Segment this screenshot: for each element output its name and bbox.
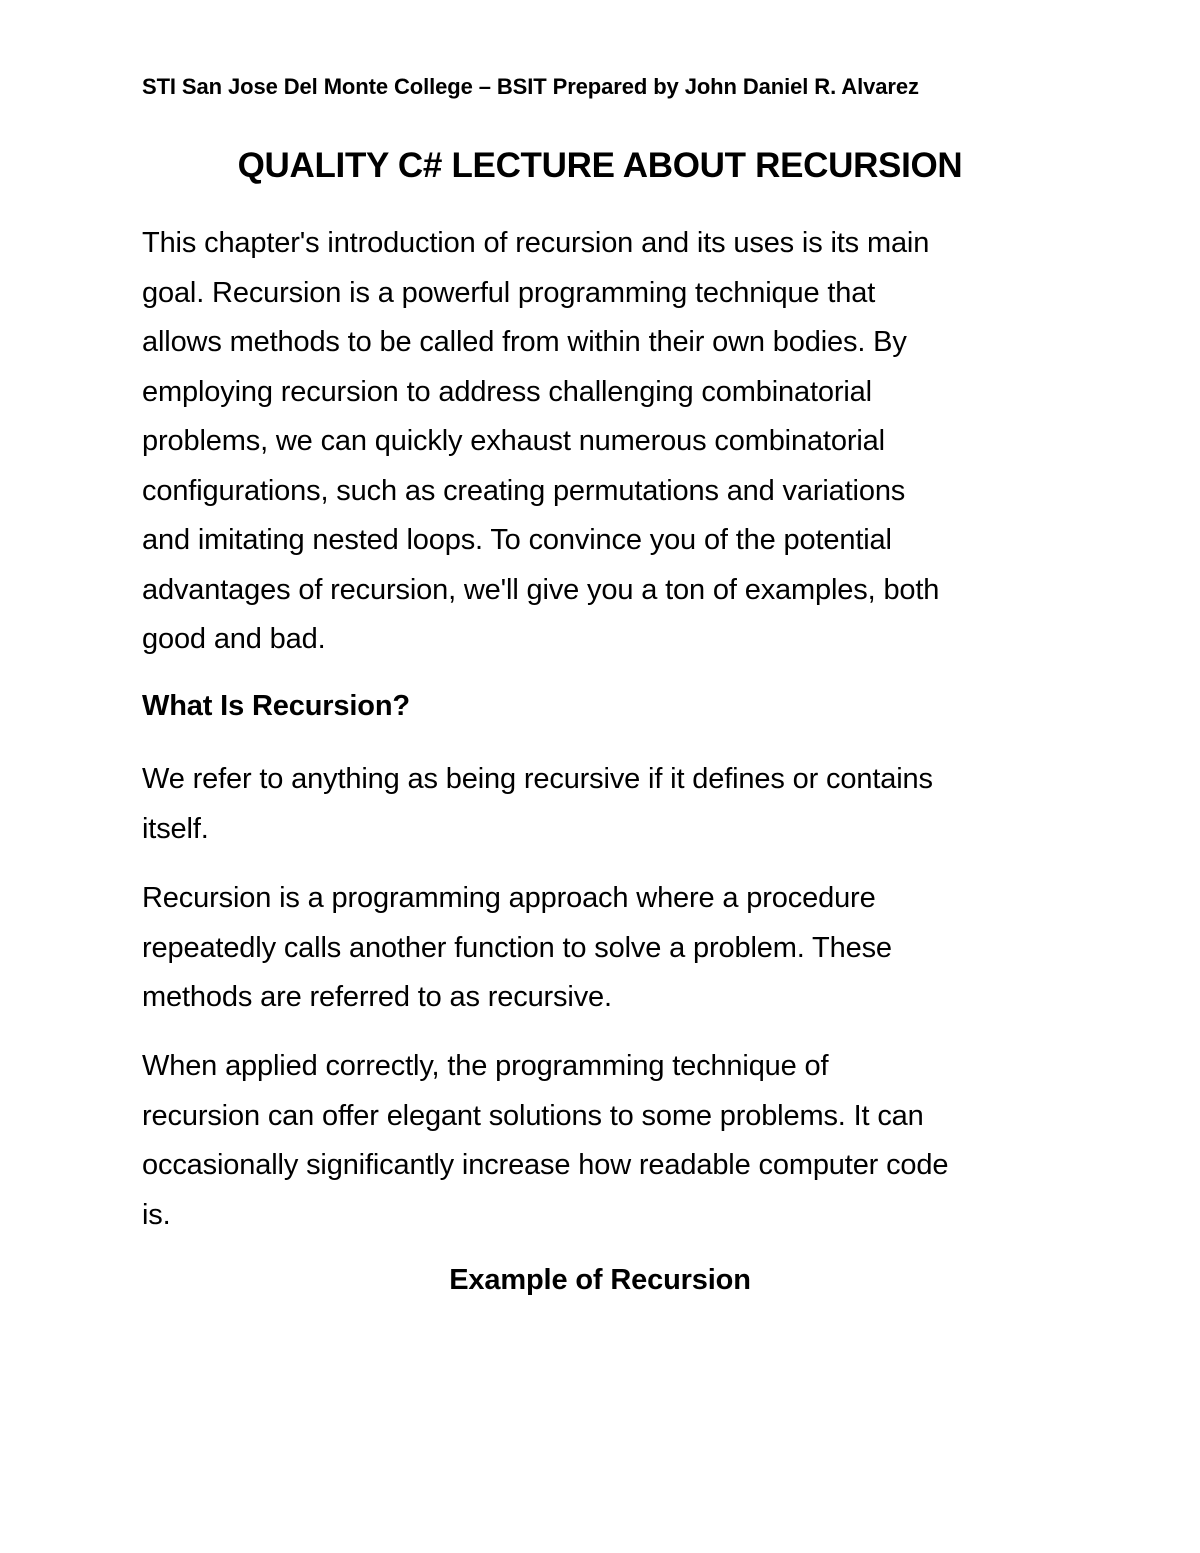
approach-paragraph <box>142 874 1058 1023</box>
paragraph-line: advantages of recursion, we'll give you a ton of examples, both <box>142 573 940 606</box>
page-title: QUALITY C# LECTURE ABOUT RECURSION <box>237 146 963 185</box>
paragraph-line: allows methods to be called from within their own bodies. By <box>142 326 907 358</box>
paragraph-line: This chapter's introduction of recursion and its uses is its main <box>142 227 930 259</box>
section-heading-what-is-recursion: What Is Recursion? <box>142 690 410 722</box>
paragraph-line: configurations, such as creating permutations and variations <box>142 474 906 507</box>
paragraph-line: We refer to anything as being recursive if it defines or contains <box>142 763 933 795</box>
definition-paragraph <box>142 755 1058 854</box>
paragraph-line: Recursion is a programming approach where a procedure <box>142 882 876 914</box>
paragraph-line: goal. Recursion is a powerful programming technique that <box>142 276 876 309</box>
paragraph-line: repeatedly calls another function to solve a problem. These <box>142 931 892 964</box>
page-header: STI San Jose Del Monte College – BSIT Prepared by John Daniel R. Alvarez <box>142 74 919 99</box>
paragraph-line: is. <box>142 1198 171 1231</box>
paragraph-line: occasionally significantly increase how readable computer code <box>142 1149 949 1181</box>
benefits-paragraph <box>142 1042 1058 1240</box>
paragraph-line: employing recursion to address challenging combinatorial <box>142 375 872 408</box>
paragraph-line: problems, we can quickly exhaust numerous combinatorial <box>142 425 885 457</box>
intro-paragraph <box>142 219 1058 665</box>
paragraph-line: good and bad. <box>142 623 326 655</box>
paragraph-line: methods are referred to as recursive. <box>142 981 612 1013</box>
paragraph-line: When applied correctly, the programming technique of <box>142 1050 829 1082</box>
paragraph-line: and imitating nested loops. To convince you of the potential <box>142 524 892 556</box>
section-heading-example: Example of Recursion <box>449 1264 751 1296</box>
paragraph-line: recursion can offer elegant solutions to some problems. It can <box>142 1099 924 1132</box>
paragraph-line: itself. <box>142 812 209 845</box>
